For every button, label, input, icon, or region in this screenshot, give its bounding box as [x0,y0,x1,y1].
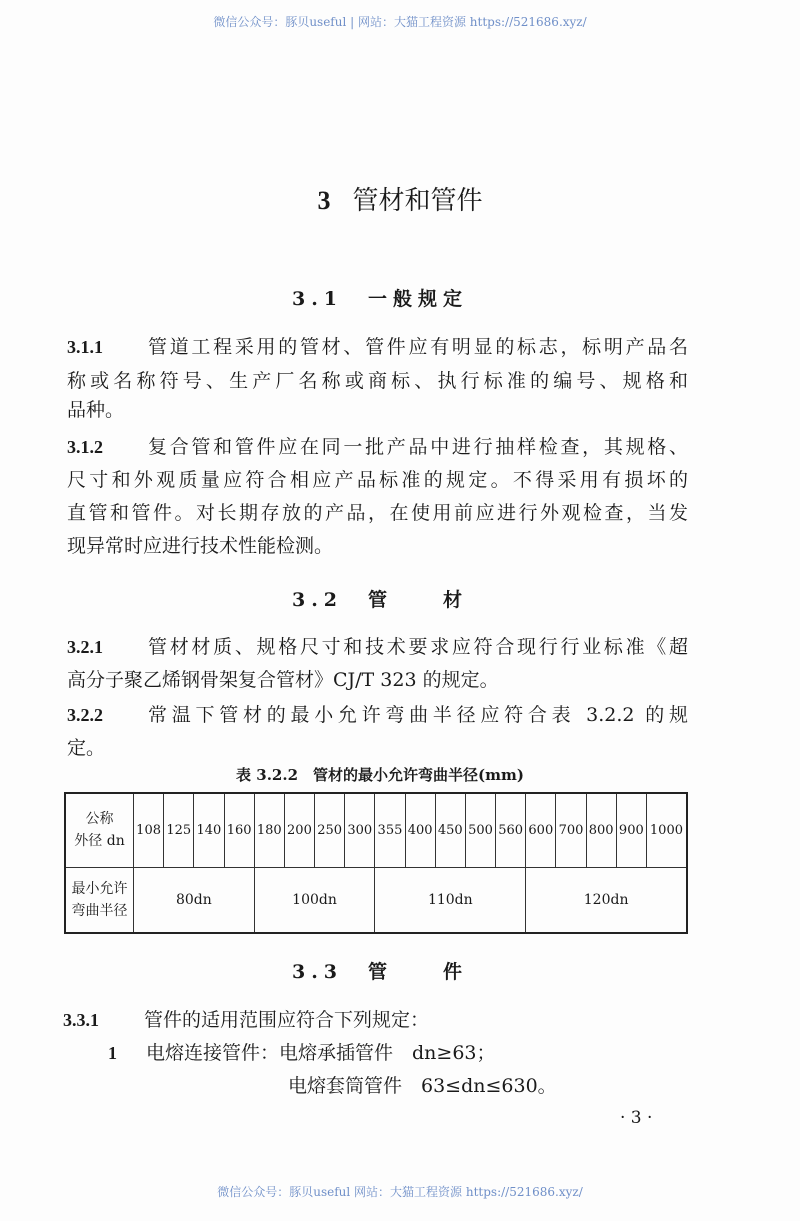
chapter-number: 3 [317,186,331,215]
header-line: 最小允许 [71,880,128,897]
header-line: 弯曲半径 [71,902,128,919]
clause-number: 3.1.1 [67,337,103,357]
section-3-1-title: 3.1 一般规定 [291,288,469,310]
watermark-bottom: 微信公众号：豚贝useful 网站：大猫工程资源 https://521686.xyz/ [217,1185,583,1199]
dn-cell: 900 [616,793,646,867]
header-line: 外径 dn [74,833,125,850]
clause-number: 3.1.2 [67,437,103,457]
table-row [65,793,687,867]
dn-cell: 800 [586,793,616,867]
table-row [65,867,687,933]
chapter-title-text: 管材和管件 [352,186,483,216]
dn-cell: 355 [375,793,405,867]
clause-line: 称或名称符号、生产厂名称或商标、执行标准的编号、规格和 [67,370,688,392]
item-number: 1 [108,1043,117,1063]
dn-cell: 1000 [646,793,687,867]
row-header-radius [65,867,134,933]
dn-cell: 180 [254,793,284,867]
header-line: 公称 [85,811,114,828]
section-3-2-title: 3.2 管 材 [291,589,469,611]
item-line: 电熔连接管件：电熔承插管件 dn≥63； [146,1042,496,1064]
clause-line: 现异常时应进行技术性能检测。 [67,535,334,557]
clause-line: 高分子聚乙烯钢骨架复合管材》CJ/T 323 的规定。 [67,669,499,691]
dn-cell: 200 [284,793,314,867]
clause-line: 管材材质、规格尺寸和技术要求应符合现行行业标准《超 [148,636,688,658]
clause-line: 尺寸和外观质量应符合相应产品标准的规定。不得采用有损坏的 [67,469,688,491]
clause-line: 管道工程采用的管材、管件应有明显的标志，标明产品名 [148,336,688,358]
clause-line: 复合管和管件应在同一批产品中进行抽样检查，其规格、 [148,436,688,458]
item-line: 电熔套筒管件 63≤dn≤630。 [288,1075,557,1097]
radius-cell: 120dn [526,867,687,933]
dn-cell: 140 [194,793,224,867]
clause-line: 常温下管材的最小允许弯曲半径应符合表 3.2.2 的规 [148,704,688,726]
clause-line: 管件的适用范围应符合下列规定： [144,1009,430,1031]
radius-cell: 100dn [254,867,375,933]
dn-cell: 250 [315,793,345,867]
chapter-title [0,180,800,217]
dn-cell: 560 [496,793,526,867]
dn-cell: 300 [345,793,375,867]
clause-line: 品种。 [67,399,125,421]
radius-cell: 110dn [375,867,526,933]
dn-cell: 450 [435,793,465,867]
table-caption: 表 3.2.2 管材的最小允许弯曲半径(mm) [236,766,524,784]
row-header-dn [65,793,134,867]
dn-cell: 600 [526,793,556,867]
radius-cell: 80dn [134,867,255,933]
page-number: · 3 · [620,1108,653,1128]
dn-cell: 700 [556,793,586,867]
dn-cell: 125 [164,793,194,867]
watermark-top: 微信公众号：豚贝useful | 网站：大猫工程资源 https://521686.xyz/ [213,15,587,29]
clause-line: 直管和管件。对长期存放的产品，在使用前应进行外观检查，当发 [67,502,688,524]
section-3-3-title: 3.3 管 件 [291,961,469,983]
dn-cell: 160 [224,793,254,867]
dn-cell: 500 [465,793,495,867]
dn-cell: 108 [134,793,164,867]
clause-number: 3.3.1 [63,1010,99,1030]
clause-number: 3.2.2 [67,705,103,725]
clause-number: 3.2.1 [67,637,103,657]
bending-radius-table [64,792,688,934]
clause-line: 定。 [67,737,106,759]
dn-cell: 400 [405,793,435,867]
